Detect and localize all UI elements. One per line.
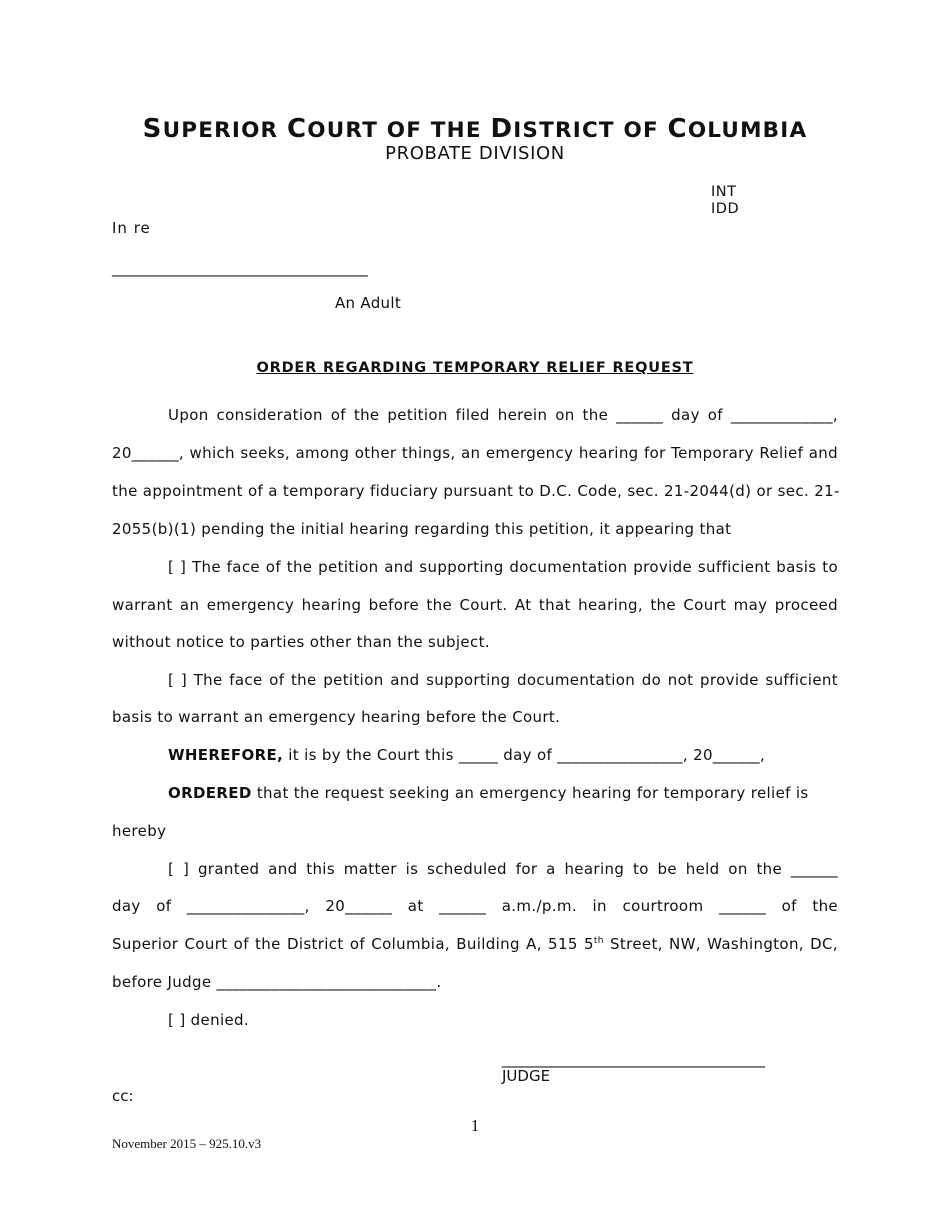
form-codes — [711, 184, 739, 218]
cc-label: cc: — [112, 1087, 134, 1105]
code-idd: IDD — [711, 201, 740, 217]
court-title-part: ISTRICT OF — [513, 118, 668, 143]
ordinal-suffix: th — [593, 936, 604, 946]
court-title-part: UPERIOR — [162, 118, 287, 143]
paragraph-line: 20______, which seeks, among other things, an emergency hearing for Temporary Relief and — [112, 444, 838, 462]
option-denied-line: [ ] denied. — [168, 1011, 250, 1029]
option-granted-line — [112, 935, 838, 953]
address-text: Street, NW, Washington, DC, — [603, 935, 838, 953]
court-title-part: C — [667, 114, 688, 144]
option-insufficient-line: [ ] The face of the petition and supporting documentation do not provide sufficient — [168, 671, 838, 689]
court-title — [0, 114, 950, 144]
address-text: Superior Court of the District of Columbia, Building A, 515 5 — [112, 935, 594, 953]
ordered-label: ORDERED — [168, 784, 252, 802]
paragraph-line: the appointment of a temporary fiduciary pursuant to D.C. Code, sec. 21-2044(d) or sec. 21- — [112, 482, 840, 500]
court-title-part: OURT OF THE — [307, 118, 491, 143]
option-sufficient-line: without notice to parties other than the subject. — [112, 633, 490, 651]
court-title-part: D — [490, 114, 514, 144]
an-adult-label: An Adult — [335, 294, 402, 312]
ordered-text: that the request seeking an emergency hearing for temporary relief is — [251, 784, 809, 802]
option-granted-line: before Judge ____________________________. — [112, 973, 442, 991]
order-title: ORDER REGARDING TEMPORARY RELIEF REQUEST — [256, 360, 694, 376]
wherefore-text: it is by the Court this _____ day of ________________, 20______, — [283, 746, 766, 764]
judge-signature-line: ____________________________________ — [502, 1050, 765, 1068]
page-number: 1 — [470, 1116, 480, 1135]
court-title-part: OLUMBIA — [687, 118, 808, 143]
paragraph-line: 2055(b)(1) pending the initial hearing regarding this petition, it appearing that — [112, 520, 732, 538]
subject-name-blank: ___________________________________ — [112, 259, 368, 277]
court-title-part: C — [287, 114, 308, 144]
wherefore-line — [168, 746, 838, 764]
ordered-line — [168, 784, 838, 802]
option-sufficient-line: warrant an emergency hearing before the Court. At that hearing, the Court may proceed — [112, 596, 838, 614]
option-insufficient-line: basis to warrant an emergency hearing before the Court. — [112, 708, 561, 726]
court-title-part: S — [142, 114, 163, 144]
judge-label: JUDGE — [502, 1067, 551, 1085]
hereby-line: hereby — [112, 822, 167, 840]
code-int: INT — [711, 184, 737, 200]
option-granted-line: day of _______________, 20______ at ______ a.m./p.m. in courtroom ______ of the — [112, 897, 838, 915]
paragraph-line: Upon consideration of the petition filed herein on the ______ day of _____________, — [168, 406, 838, 424]
division-title: PROBATE DIVISION — [385, 143, 565, 164]
option-granted-line: [ ] granted and this matter is scheduled for a hearing to be held on the ______ — [168, 860, 838, 878]
form-version-footer: November 2015 – 925.10.v3 — [112, 1136, 262, 1151]
in-re-label: In re — [112, 219, 151, 237]
wherefore-label: WHEREFORE, — [168, 746, 284, 764]
option-sufficient-line: [ ] The face of the petition and supporting documentation provide sufficient basis to — [168, 558, 838, 576]
